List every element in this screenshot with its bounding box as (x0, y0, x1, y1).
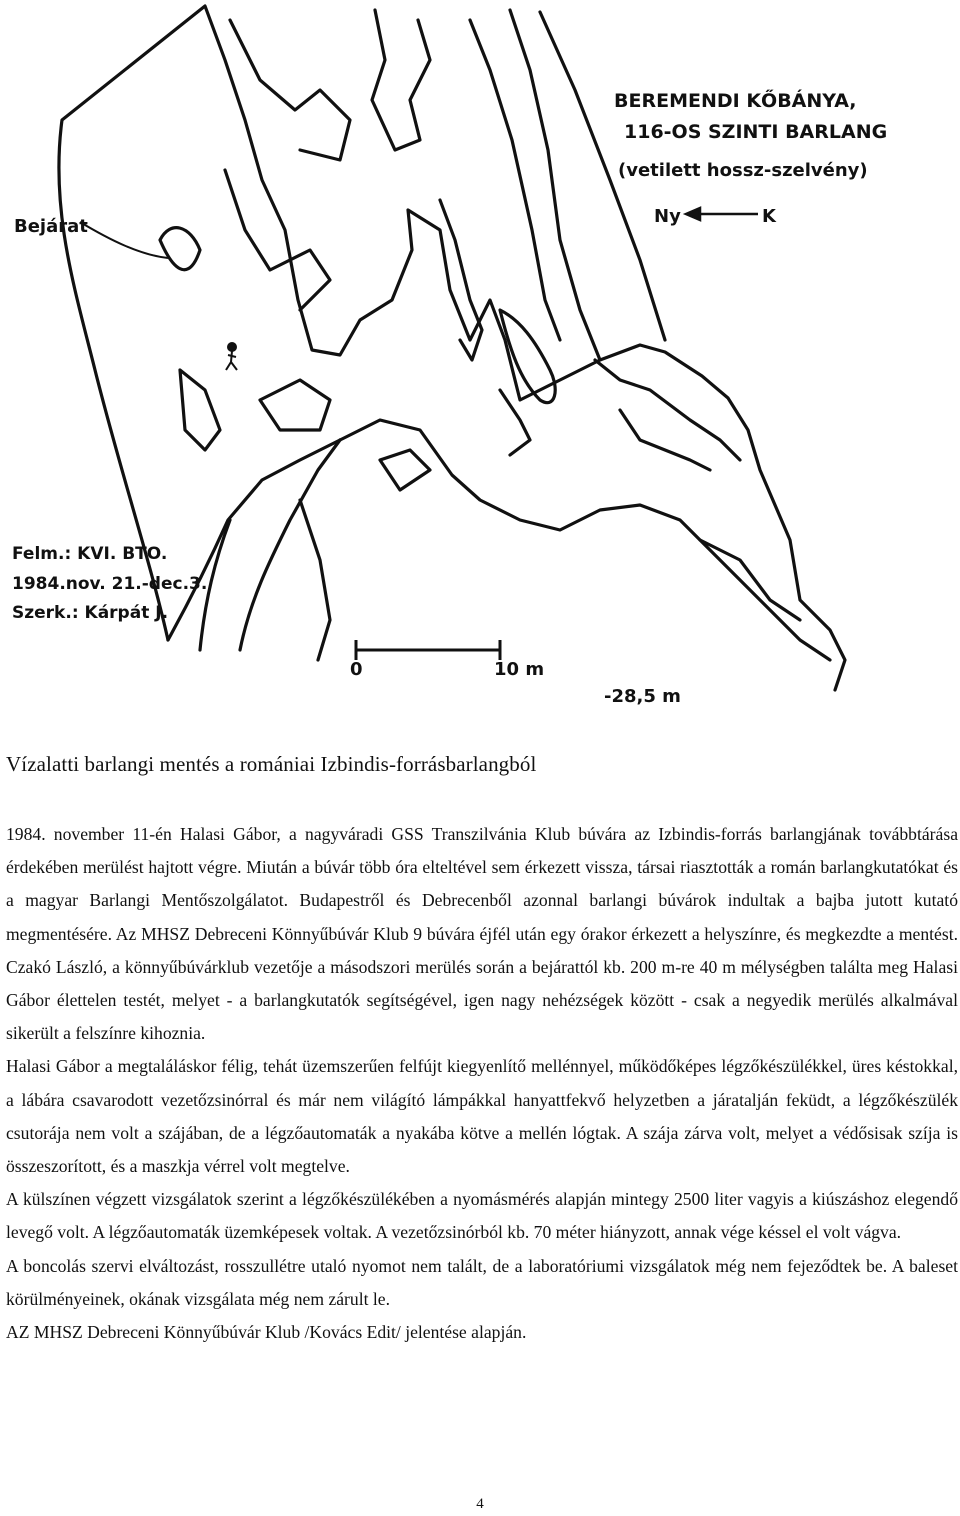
article-paragraph-5: AZ MHSZ Debreceni Könnyűbúvár Klub /Kovács Edit/ jelentése alapján. (6, 1322, 527, 1343)
cave-passage-lower (240, 440, 340, 650)
cave-shaft-3 (500, 390, 530, 455)
cave-map-figure (0, 0, 960, 712)
map-title-line2: 116-OS SZINTI BARLANG (624, 121, 888, 143)
direction-arrow (686, 208, 758, 220)
scale-bar (356, 640, 500, 660)
cave-outline-inner (168, 420, 830, 660)
cave-chamber-lower-right (700, 540, 800, 620)
scale-ten-label: 10 m (494, 659, 545, 680)
cave-chamber-left (160, 228, 200, 270)
cave-room-small-3 (380, 450, 430, 490)
credit-line3: Szerk.: Kárpát J. (12, 603, 169, 623)
entrance-pointer (80, 222, 168, 258)
article-heading: Vízalatti barlangi mentés a romániai Izbindis-forrásbarlangból (6, 752, 537, 776)
cave-branch-upper-left (372, 10, 430, 150)
article-paragraph-1: 1984. november 11-én Halasi Gábor, a nagyváradi GSS Transzilvánia Klub búvára az Izbindis-forrás barlangjának továbbtárása érdekében merülést hajtott végre. Miután a búvár több óra elteltével sem érkezett vissza, társai riasztották a román barlangkutatókat és a magyar Barlangi Mentőszolgálatot. Budapestről és Debrecenből azonnal barlangi búvárok indultak a bajba jutott kutató megmentésére. Az MHSZ Debreceni Könnyűbúvár Klub 9 búvára éjfél után egy órakor érkezett a helyszínre, és megkezdte a mentést. Czakó László, a könnyűbúvárklub vezetője a másodszori merülés során a bejárattól kb. 200 m-re 40 m mélységben találta meg Halasi Gábor élettelen testét, melyet - a barlangkutatók segítségével, igen nagy nehézségek között - csak a negyedik merülés alkalmával sikerült a felszínre kihoznia. (6, 824, 958, 1044)
cave-chamber-right-2 (620, 410, 710, 470)
cave-room-small-1 (180, 370, 220, 450)
credit-line2: 1984.nov. 21.-dec.3. (12, 574, 208, 594)
credit-line1: Felm.: KVI. BTO. (12, 544, 168, 564)
map-title-line1: BEREMENDI KŐBÁNYA, (614, 90, 857, 112)
depth-label: -28,5 m (604, 686, 681, 707)
person-figure (226, 343, 237, 370)
cave-chamber-mid (225, 170, 330, 310)
cave-chamber-right-1 (595, 360, 740, 460)
cave-chamber-top (230, 20, 350, 160)
cave-branch-upper-mid (470, 20, 560, 340)
cave-lower-fissure (300, 500, 330, 660)
article-paragraph-3: A külszínen végzett vizsgálatok szerint a légzőkészülékében a nyomásmérés alapján mintegy 2500 liter vagyis a kiúszáshoz elegendő levegő volt. A légzőautomaták üzemképesek voltak. A vezetőzsinórból kb. 70 méter hiányzott, annak vége késsel el volt vágva. (6, 1189, 958, 1243)
cave-map-drawing (0, 0, 960, 712)
direction-west-label: Ny (654, 206, 681, 227)
entrance-label: Bejárat (14, 216, 88, 237)
scale-zero-label: 0 (350, 659, 363, 680)
page-number: 4 (476, 1496, 484, 1512)
article-paragraph-2: Halasi Gábor a megtaláláskor félig, tehát üzemszerűen felfújt kiegyenlítő mellénnyel, működőképes légzőkészülékkel, üres késtokkal, a lábára csavarodott vezetőzsinórral és már nem világító lámpákkal hanyattfekvő helyzetben a járatalján feküdt, a légzőkészülék csutorája nem volt a szájában, de a légzőautomaták a nyakába kötve a mellén lógtak. A szája zárva volt, melyet a védősisak szíja is összeszorított, és a maszkja vérrel volt megtelve. (6, 1056, 958, 1177)
article-paragraph-4: A boncolás szervi elváltozást, rosszullétre utaló nyomot nem talált, de a laboratóriumi vizsgálatok még nem fejeződtek be. A baleset körülményeinek, okának vizsgálata még nem zárult le. (6, 1255, 958, 1309)
map-subtitle: (vetilett hossz-szelvény) (618, 160, 868, 181)
article-body (6, 818, 958, 1349)
cave-room-small-2 (260, 380, 330, 430)
cave-shaft-1 (440, 200, 482, 360)
direction-east-label: K (762, 206, 776, 227)
